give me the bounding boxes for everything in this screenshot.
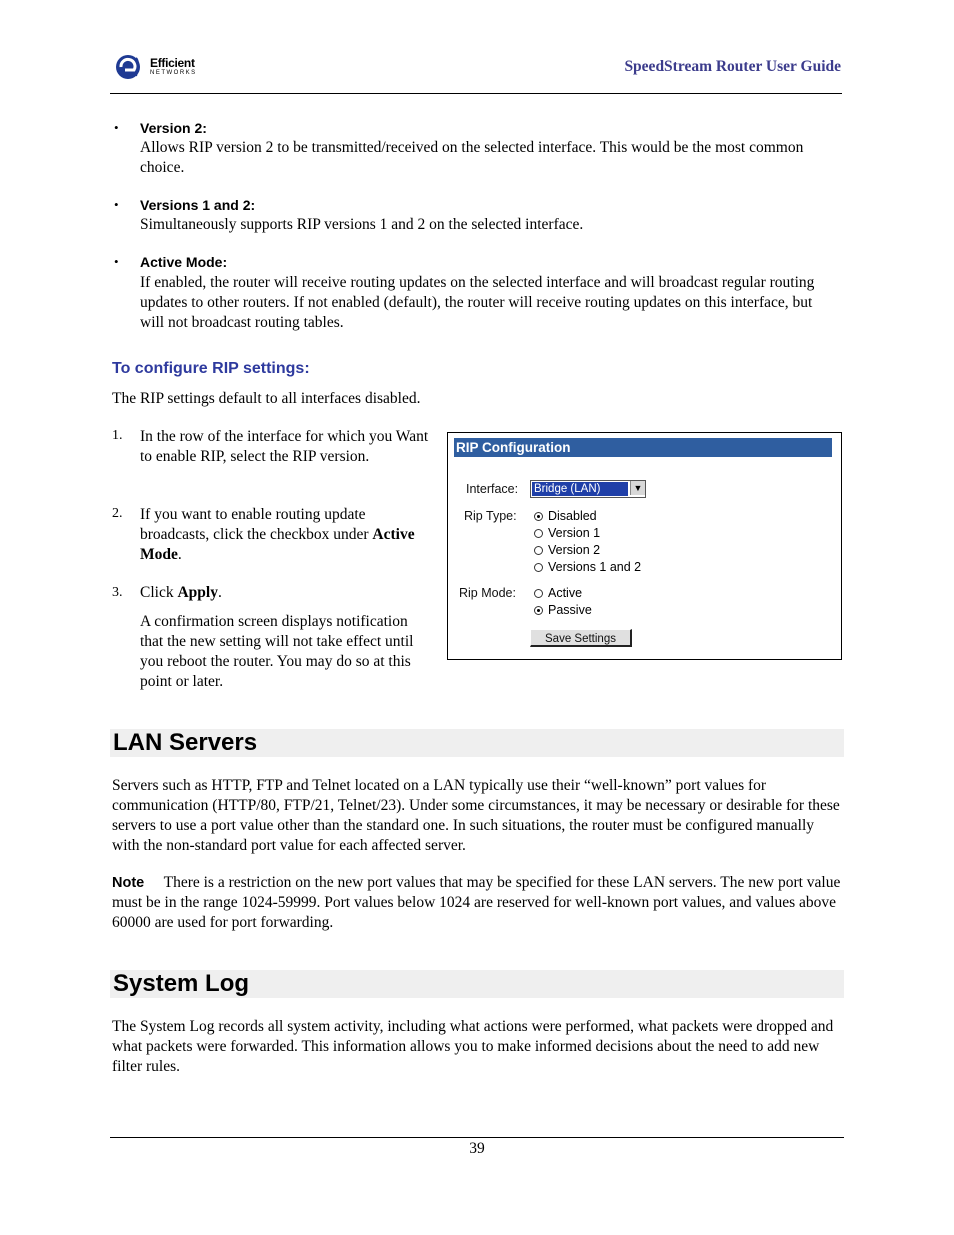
page-number: 39 xyxy=(469,1140,485,1157)
interface-select-value: Bridge (LAN) xyxy=(532,482,628,496)
bullet-title-active-mode: Active Mode: xyxy=(140,254,228,270)
step-2-text-part: If you want to enable routing update broadcasts, click the checkbox under xyxy=(140,506,373,543)
rip-type-group xyxy=(534,508,641,576)
bullet-dot: • xyxy=(114,120,119,135)
bullet-dot: • xyxy=(114,254,119,269)
radio-label: Passive xyxy=(548,603,592,617)
bullet-title-versions-1-2: Versions 1 and 2: xyxy=(140,197,256,213)
step-3-text xyxy=(140,583,430,603)
rip-mode-label: Rip Mode: xyxy=(459,586,516,600)
rip-type-option-disabled[interactable] xyxy=(534,508,641,525)
logo-subtext: NETWORKS xyxy=(150,70,197,76)
dropdown-arrow-icon[interactable]: ▼ xyxy=(630,481,645,495)
step-3-text-part: Click xyxy=(140,584,178,601)
bullet-title-version2: Version 2: xyxy=(140,120,207,136)
configure-intro: The RIP settings default to all interfaces disabled. xyxy=(112,390,421,407)
step-3-bold: Apply xyxy=(177,584,218,601)
interface-select[interactable] xyxy=(530,480,646,498)
lan-servers-title: LAN Servers xyxy=(113,729,258,756)
radio-label: Active xyxy=(548,586,583,600)
step-1-text: In the row of the interface for which you Want to enable RIP, select the RIP version. xyxy=(140,428,429,465)
footer-divider xyxy=(110,1137,844,1138)
radio-icon[interactable] xyxy=(534,546,543,555)
rip-type-option-version1[interactable] xyxy=(534,525,641,542)
guide-title: SpeedStream Router User Guide xyxy=(624,58,841,75)
rip-type-label: Rip Type: xyxy=(464,509,517,523)
step-2-text-end: . xyxy=(177,546,182,563)
system-log-body: The System Log records all system activity, including what actions were performed, what packets were dropped and what packets were forwarded. This information allows you to make informed decisions about the need to add new filter rules. xyxy=(112,1018,834,1075)
note-label: Note xyxy=(112,875,145,891)
radio-label: Version 2 xyxy=(548,543,601,557)
radio-icon[interactable] xyxy=(534,529,543,538)
rip-mode-option-active[interactable] xyxy=(534,585,592,602)
lan-servers-body: Servers such as HTTP, FTP and Telnet located on a LAN typically use their “well-known” port values for communication (HTTP/80, FTP/21, Telnet/23). Under some circumstances, it may be necessary or desirable for these servers to use a port value other than the standard one. In such situations, the router must be configured manually with the non-standard port value for each affected server. xyxy=(112,777,840,854)
step-number: 2. xyxy=(112,506,123,521)
bullet-body-version2: Allows RIP version 2 to be transmitted/received on the selected interface. This would be the most common choice. xyxy=(140,139,804,176)
step-number: 3. xyxy=(112,585,123,600)
confirmation-text: A confirmation screen displays notification that the new setting will not take effect until you reboot the router. You may do so at this point or later. xyxy=(140,613,414,690)
rip-configuration-panel xyxy=(447,432,842,660)
radio-icon[interactable] xyxy=(534,563,543,572)
bullet-body-versions-1-2: Simultaneously supports RIP versions 1 and 2 on the selected interface. xyxy=(140,216,584,233)
step-2-text xyxy=(140,505,430,565)
interface-label: Interface: xyxy=(466,482,519,496)
step-3-text-end: . xyxy=(217,584,222,601)
radio-icon[interactable] xyxy=(534,606,543,615)
radio-icon[interactable] xyxy=(534,589,543,598)
bullet-dot: • xyxy=(114,197,119,212)
bullet-body-active-mode: If enabled, the router will receive routing updates on the selected interface and will broadcast regular routing updates to other routers. If not enabled (default), the router will receive routing updates on this interface, but will not broadcast routing tables. xyxy=(140,274,815,331)
system-log-title: System Log xyxy=(113,970,250,997)
radio-label: Disabled xyxy=(548,509,597,523)
step-2-bold: Active Mode xyxy=(140,526,415,563)
step-number: 1. xyxy=(112,428,123,443)
rip-type-option-versions-1-2[interactable] xyxy=(534,559,641,576)
note-text: There is a restriction on the new port values that may be specified for these LAN servers. The new port value must be in the range 1024-59999. Port values below 1024 are reserved for well-known port values, and values above 60000 are used for port forwarding. xyxy=(112,874,841,931)
header-divider xyxy=(110,93,842,94)
rip-type-option-version2[interactable] xyxy=(534,542,641,559)
rip-mode-option-passive[interactable] xyxy=(534,602,592,619)
lan-servers-note xyxy=(112,873,844,933)
radio-label: Versions 1 and 2 xyxy=(548,560,642,574)
logo-text: Efficient xyxy=(150,56,195,70)
save-settings-button[interactable]: Save Settings xyxy=(530,629,632,647)
radio-label: Version 1 xyxy=(548,526,601,540)
radio-icon[interactable] xyxy=(534,512,543,521)
rip-mode-group xyxy=(534,585,592,619)
rip-panel-title: RIP Configuration xyxy=(454,438,832,457)
configure-rip-heading: To configure RIP settings: xyxy=(112,360,310,377)
efficient-networks-logo xyxy=(114,52,214,82)
